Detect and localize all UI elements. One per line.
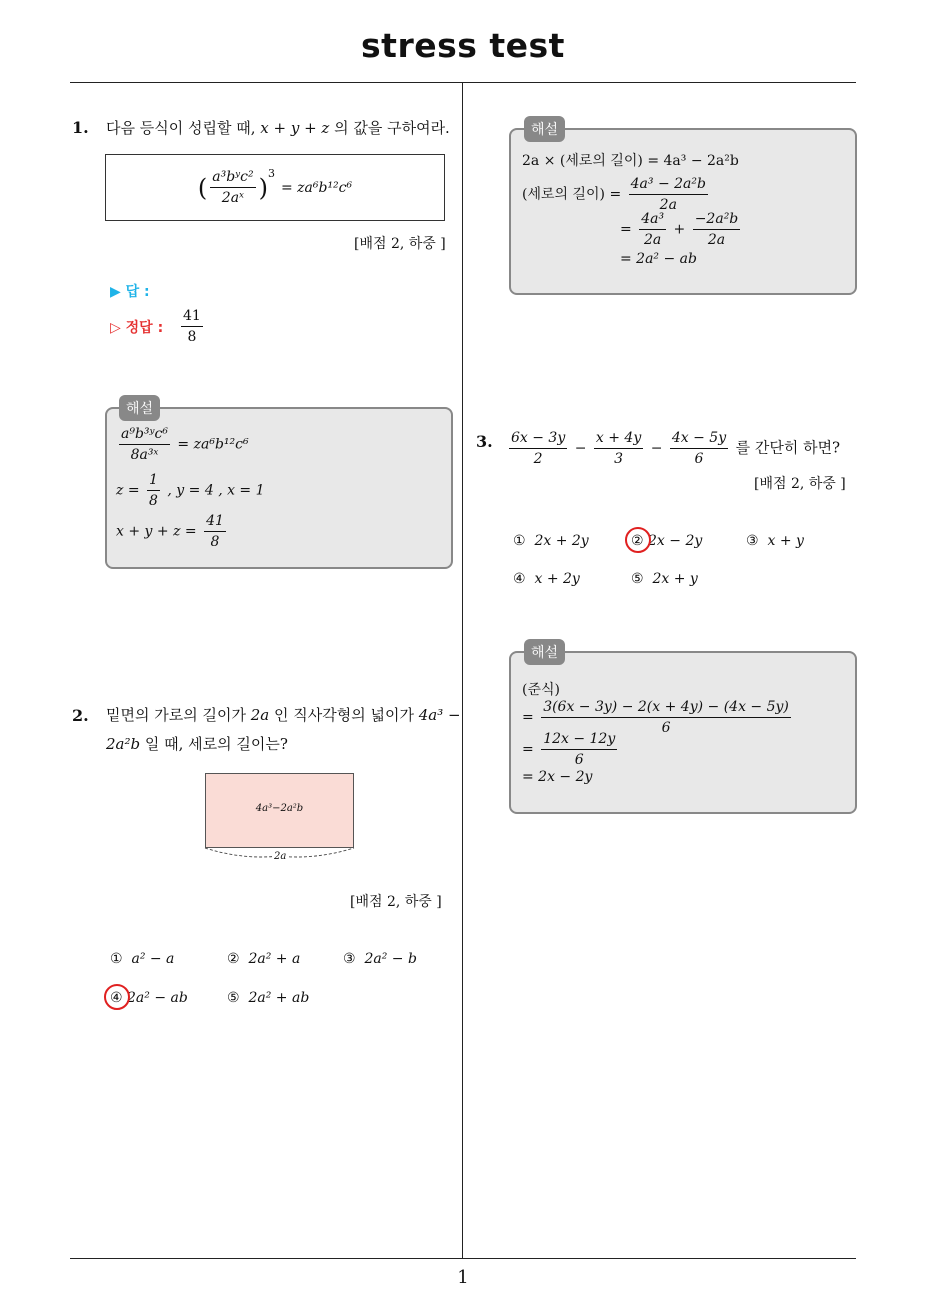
q2-l2-a: 2a²b — [106, 735, 141, 753]
q1-correct-num: 41 — [181, 308, 203, 327]
q2-choice-1-num: ① — [110, 951, 123, 967]
q2-sol-line2 — [522, 176, 711, 213]
q3-choice-4-text: x + 2y — [534, 571, 580, 587]
q3-sol-l2-den: 6 — [661, 720, 671, 737]
q1-sol-l2-pre: z = — [116, 482, 140, 499]
q2-choice-1-text: a² − a — [131, 951, 175, 967]
q1-eq-num: a³bʸc² — [210, 169, 255, 188]
q2-sol-l3-a-num: 4a³ — [639, 211, 666, 230]
q2-choice-4-num: ④ — [110, 990, 123, 1006]
q2-l2-b: 일 때, 세로의 길이는? — [144, 735, 288, 753]
q1-text-post: 의 값을 구하여라. — [334, 119, 450, 137]
q1-score: [배점 2, 하중 ] — [354, 236, 446, 252]
q3-f3-den: 6 — [694, 451, 704, 468]
q2-choice-2-text: 2a² + a — [248, 951, 301, 967]
q1-sol-l3-den: 8 — [210, 534, 220, 551]
q2-sol-l2-den: 2a — [659, 197, 677, 214]
q2-answer-mark-circle — [104, 984, 130, 1010]
q1-sol-l1-rhs: = za⁶b¹²c⁶ — [177, 436, 249, 453]
q2-sol-l2-num: 4a³ − 2a²b — [629, 176, 708, 195]
q2-rectangle-figure — [205, 773, 354, 848]
q3-text-post: 를 간단히 하면? — [735, 438, 841, 457]
q1-number: 1. — [72, 118, 89, 137]
q3-choice-1-text: 2x + 2y — [534, 533, 589, 549]
q2-sol-l3-b-den: 2a — [707, 232, 726, 249]
q3-f2-den: 3 — [614, 451, 624, 468]
q3-choice-1-num: ① — [513, 533, 526, 549]
q3-choice-5-num: ⑤ — [631, 571, 644, 587]
q1-sol-l2-den: 8 — [149, 493, 158, 510]
q2-text-line1 — [106, 700, 461, 730]
q1-text-var: x + y + z — [260, 119, 330, 137]
q1-correct-den: 8 — [187, 329, 197, 346]
q1-correct-label: ▷ 정답 : — [110, 320, 164, 336]
q3-number: 3. — [476, 432, 493, 451]
q1-sol-l3-pre: x + y + z = — [116, 523, 197, 540]
header-rule — [70, 82, 856, 83]
q3-choice-2-num: ② — [631, 533, 644, 549]
q2-figure-width-label: 2a — [274, 851, 287, 862]
q1-eq-den: 2aˣ — [221, 190, 245, 206]
q3-choice-4[interactable] — [513, 571, 580, 587]
q1-sol-line3 — [116, 513, 229, 550]
q2-choice-5-num: ⑤ — [227, 990, 240, 1006]
q3-sol-line2: = $\frac{3(6x - 3y) - 2(x + 4y) - (4x - 5y)}{6}$ — [522, 699, 789, 737]
q1-eq-fraction — [210, 169, 255, 206]
column-divider — [462, 83, 463, 1259]
q1-eq-rhs: = za⁶b¹²c⁶ — [280, 179, 353, 196]
q3-sol-line4: = 2x − 2y — [522, 769, 593, 785]
q3-solution-tab: 해설 — [524, 639, 565, 665]
q1-sol-l1-num: a⁹b³ʸc⁶ — [119, 426, 170, 445]
q3-expression: $\frac{6x - 3y}{2}$ − $\frac{x + 4y}{3}$ − $\frac{4x - 5y}{6}$ 를 간단히 하면? — [511, 430, 841, 468]
q2-sol-line4: = 2a² − ab — [620, 251, 697, 267]
q3-choice-2-text: 2x − 2y — [648, 533, 703, 549]
q2-choice-3-num: ③ — [343, 951, 356, 967]
q2-l1-b: 2a — [250, 706, 270, 724]
q3-sol-l2-num: 3(6x − 3y) − 2(x + 4y) − (4x − 5y) — [541, 699, 791, 718]
q2-choice-5[interactable] — [227, 990, 309, 1006]
q3-sol-line1: (준식) — [522, 682, 560, 698]
q2-sol-line1: 2a × (세로의 길이) = 4a³ − 2a²b — [522, 153, 739, 169]
q2-sol-l3-b-num: −2a²b — [693, 211, 741, 230]
q2-choice-4-text: 2a² − ab — [127, 990, 188, 1006]
q1-sol-l3-num: 41 — [204, 513, 226, 532]
q2-score: [배점 2, 하중 ] — [350, 894, 442, 910]
q1-solution-tab: 해설 — [119, 395, 160, 421]
q2-choice-1[interactable] — [110, 951, 174, 967]
q2-choice-5-text: 2a² + ab — [248, 990, 310, 1006]
page-number: 1 — [457, 1267, 469, 1288]
page-title: stress test — [361, 26, 565, 65]
q1-text-pre: 다음 등식이 성립할 때, — [106, 119, 256, 137]
q1-equation-box: ( $\frac{\text{a³bʸc²}}{\text{2aˣ}}$ ) 3 = za⁶b¹²c⁶ — [105, 154, 445, 221]
q3-choice-1[interactable] — [513, 533, 589, 549]
q3-f3-num: 4x − 5y — [670, 430, 728, 449]
q2-l1-c: 인 직사각형의 넓이가 — [274, 706, 414, 724]
q1-sol-l2-post: , y = 4 , x = 1 — [167, 482, 265, 499]
q1-sol-line2 — [116, 472, 265, 509]
q3-choice-4-num: ④ — [513, 571, 526, 587]
q1-sol-l1-den: 8a³ˣ — [130, 447, 159, 464]
q3-choice-5-text: 2x + y — [652, 571, 698, 587]
q3-sol-l3-den: 6 — [574, 752, 584, 769]
q3-sol-line3: = $\frac{12x - 12y}{6}$ — [522, 731, 616, 769]
q3-sol-l3-num: 12x − 12y — [541, 731, 617, 750]
q1-eq-power: 3 — [267, 167, 275, 180]
q2-sol-l2-pre: (세로의 길이) = — [522, 186, 622, 203]
q2-choice-3-text: 2a² − b — [364, 951, 417, 967]
q2-solution-tab: 해설 — [524, 116, 565, 142]
q1-answer-label: ▶ 답 : — [110, 284, 150, 300]
q1-sol-l2-num: 1 — [147, 472, 160, 491]
q3-f1-den: 2 — [533, 451, 543, 468]
q3-answer-mark-circle — [625, 527, 651, 553]
q2-figure-area-label: 4a³−2a²b — [255, 803, 304, 814]
q1-text — [106, 113, 450, 143]
q2-choice-2[interactable] — [227, 951, 300, 967]
q2-l1-a: 밑면의 가로의 길이가 — [106, 706, 246, 724]
footer-rule — [70, 1258, 856, 1259]
q2-number: 2. — [72, 706, 89, 725]
q3-choice-3-text: x + y — [767, 533, 804, 549]
q3-choice-5[interactable] — [631, 571, 698, 587]
q1-correct-answer — [178, 308, 206, 345]
q2-sol-line3: = $\frac{\text{4a³}}{2a}$ + $\frac{\text{−2a²b}}{2a}$ — [620, 211, 739, 249]
q3-f1-num: 6x − 3y — [509, 430, 567, 449]
q2-choice-3[interactable] — [343, 951, 417, 967]
q3-choice-3-num: ③ — [746, 533, 759, 549]
q2-choice-2-num: ② — [227, 951, 240, 967]
q1-sol-line1 — [116, 426, 249, 463]
q3-f2-num: x + 4y — [594, 430, 643, 449]
q3-score: [배점 2, 하중 ] — [754, 476, 846, 492]
q2-l1-d: 4a³ − — [418, 706, 461, 724]
q2-text-line2 — [106, 729, 288, 759]
q2-sol-l3-a-den: 2a — [643, 232, 662, 249]
q3-choice-3[interactable] — [746, 533, 804, 549]
